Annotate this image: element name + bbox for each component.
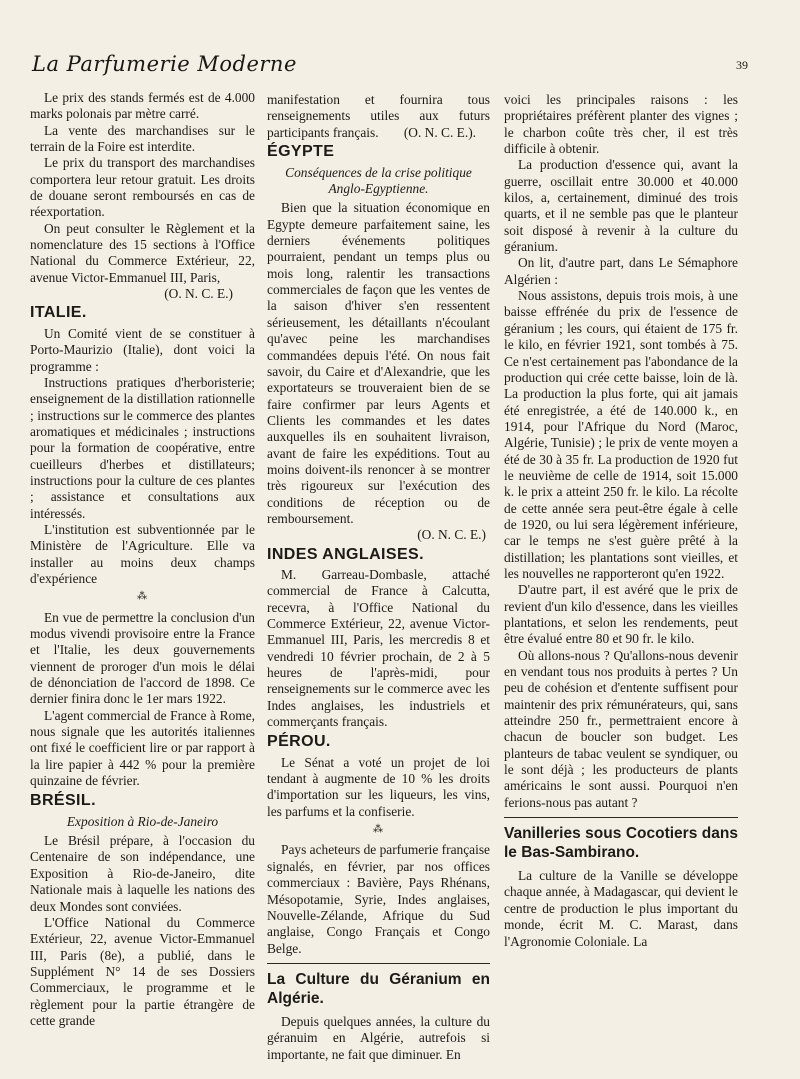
- paragraph: Instructions pratiques d'herboristerie; enseignement de la distillation rationnelle ; instructions sur le commerce des plantes aromatiques et médicinales ; instructions pour la formation de coopérative, entre cueilleurs d'herbes et distillateurs; instructions pour la culture de ces plantes ; assistance et consultations aux intéressés.: [30, 374, 255, 521]
- paragraph: Depuis quelques années, la culture du géranuim en Algérie, autrefois si importante, ne fait que diminuer. En: [267, 1013, 490, 1062]
- section-subtitle: Exposition à Rio-de-Janeiro: [66, 813, 219, 829]
- paragraph: La vente des marchandises sur le terrain de la Foire est interdite.: [30, 122, 255, 155]
- paragraph: Le Brésil prépare, à l'occasion du Centenaire de son indépendance, une Exposition à Rio-de-Janeiro, dite Nationale mais à laquelle les nations des deux Mondes sont conviées.: [30, 833, 255, 914]
- article-title-vanille: Vanilleries sous Cocotiers dans le Bas-Sambirano.: [504, 825, 738, 862]
- paragraph: Le prix des stands fermés est de 4.000 marks polonais par mètre carré.: [30, 90, 255, 122]
- page-number: 39: [736, 58, 748, 72]
- asterism: ⁂: [373, 824, 384, 836]
- paragraph: L'agent commercial de France à Rome, nous signale que les autorités italiennes ont fixé le coefficient lire or par rapport à la lire papier à 442 % pour la première quinzaine de février.: [30, 707, 255, 789]
- paragraph: Le prix du transport des marchandises comportera leur retour gratuit. Les droits de douane seront remboursés en cas de réexportation.: [30, 155, 255, 220]
- paragraph: manifestation et fournira tous renseignements utiles aux futurs participants français.: [267, 92, 490, 140]
- paragraph: La culture de la Vanille se développe chaque année, à Madagascar, qui devient le centre de production le plus important du monde, écrit M. C. Marast, dans l'Agronomie Coloniale. La: [504, 868, 738, 949]
- paragraph: Où allons-nous ? Qu'allons-nous devenir en vendant tous nos produits à pertes ? Un peu de cohésion et d'entente suffisent pour maintenir des prix rémunérateurs, qui, sans atteindre 250 fr., permettraient encore à chacun de boucler son budget. Les planteurs de tabac veulent se syndiquer, ou le sont déjà ; les producteurs de plants américains le sont aussi. Pourquoi n'en ferions-nous pas autant ?: [504, 647, 738, 810]
- section-subtitle: Conséquences de la crise politique Anglo-Egyptienne.: [285, 164, 472, 197]
- section-heading-bresil: BRÉSIL.: [30, 792, 96, 810]
- paragraph: L'Office National du Commerce Extérieur, 22, avenue Victor-Emmanuel III, Paris (8e), a publié, dans le Supplément N° 14 de ses Dossiers Commerciaux, le programme et le règlement pour la partie étrangère de cette grande: [30, 914, 255, 1028]
- paragraph: Nous assistons, depuis trois mois, à une baisse effrénée du prix de l'essence de géranium ; les cours, qui étaient de 175 fr. le kilo, en février 1921, sont tombés à 75. Ce n'est certainement pas l'abondance de la production qui crée cette baisse, loin de là. La production la plus forte, qui ait jamais été enregistrée, a été de 140.000 k., en 1914, pour l'Afrique du Nord (Maroc, Algérie, Tunisie) ; le prix de vente moyen a été de 30 à 35 fr. La production de 1920 fut le neuvième de celle de 1914, soit 15.000 k. le prix a atteint 250 fr. le kilo. La récolte de cette année sera peut-être égale à celle de 1920, ou lui sera légèrement inférieure, car le temps ne s'est guère prêté à la distillation; les plantations sont vieilles, et les nouvelles ne rapporteront qu'en 1922.: [504, 288, 738, 581]
- column-2: [267, 92, 490, 1063]
- paragraph: En vue de permettre la conclusion d'un modus vivendi provisoire entre la France et l'Italie, les deux gouvernements viennent de proroger d'un mois le délai de dénonciation de l'accord de 1898. Ce dernier finira donc le 1er mars 1922.: [30, 609, 255, 707]
- article-divider: [267, 963, 490, 964]
- masthead: La Parfumerie Moderne: [32, 52, 297, 76]
- section-heading-italie: ITALIE.: [30, 304, 87, 322]
- asterism: ⁂: [137, 591, 148, 603]
- paragraph: Bien que la situation économique en Egypte demeure parfaitement saine, les derniers événements politiques pourraient, pendant un temps plus ou mois long, ralentir les transactions commerciales de façon que les ventes de la saison d'hiver s'en ressentent sérieusement, les détaillants n'écoulant qu'avec peine les marchandises commandées depuis l'été. On nous fait savoir, du Caire et d'Alexandrie, que les exportateurs se trouveraient bien de se faire confirmer par leurs Agents et Clients les commandes et les dates auxquelles ils en souhaitent livraison, avant de faire les expéditions. Tout au moins doivent-ils renoncer à se montrer très rigoureux sur l'exécution des conditions de réception ou de remboursement.: [267, 200, 490, 526]
- article-divider: [504, 817, 738, 818]
- paragraph: L'institution est subventionnée par le Ministère de l'Agriculture. Elle va installer au moins deux champs d'expérience: [30, 521, 255, 586]
- signature: (O. N. C. E.): [164, 286, 233, 302]
- paragraph: voici les principales raisons : les propriétaires préfèrent planter des vignes ; le charbon coûte très cher, il est très difficile à obtenir.: [504, 92, 738, 157]
- signature: (O. N. C. E.): [417, 527, 486, 543]
- paragraph: Le Sénat a voté un projet de loi tendant à augmente de 10 % les droits d'importation sur les liqueurs, les vins, les parfums et la confiserie.: [267, 754, 490, 819]
- section-heading-perou: PÉROU.: [267, 733, 331, 751]
- article-title-geranium: La Culture du Géranium en Algérie.: [267, 970, 490, 1007]
- section-heading-egypte: ÉGYPTE: [267, 143, 335, 161]
- paragraph: Un Comité vient de se constituer à Porto-Maurizio (Italie), dont voici la programme :: [30, 325, 255, 374]
- page-header: [32, 52, 768, 82]
- paragraph: On peut consulter le Règlement et la nomenclature des 15 sections à l'Office National du Commerce Extérieur, 22, avenue Victor-Emmanuel III, Paris,: [30, 220, 255, 285]
- paragraph: On lit, d'autre part, dans Le Sémaphore Algérien :: [504, 255, 738, 287]
- paragraph: D'autre part, il est avéré que le prix de revient d'un kilo d'essence, dans les vieilles plantations, et selon les rendements, peut être évalué entre 80 et 90 fr. le kilo.: [504, 582, 738, 647]
- paragraph: La production d'essence qui, avant la guerre, oscillait entre 30.000 et 40.000 kilos, a, certainement, diminué des trois quarts, et il ne semble pas que le planteur soit disposé à revenir à la culture du géranium.: [504, 157, 738, 255]
- signature: (O. N. C. E.).: [403, 125, 476, 141]
- paragraph: Pays acheteurs de parfumerie française signalés, en février, par nos offices commerciaux : Bavière, Pays Rhénans, Mésopotamie, Syrie, Indes anglaises, Nouvelle-Zélande, Afrique du Sud anglaise, Congo Français et Congo Belge.: [267, 842, 490, 956]
- paragraph: M. Garreau-Dombasle, attaché commercial de France à Calcutta, recevra, à l'Office National du Commerce Extérieur, 22, avenue Victor-Emmanuel III, Paris, les mercredis 8 et vendredi 10 février prochain, de 2 à 5 heures de l'après-midi, pour renseignements sur le commerce avec les Indes anglaises, les industriels et commerçants français.: [267, 566, 490, 730]
- section-heading-indes: INDES ANGLAISES.: [267, 545, 424, 563]
- column-1: [30, 90, 255, 1029]
- column-3: [504, 92, 738, 950]
